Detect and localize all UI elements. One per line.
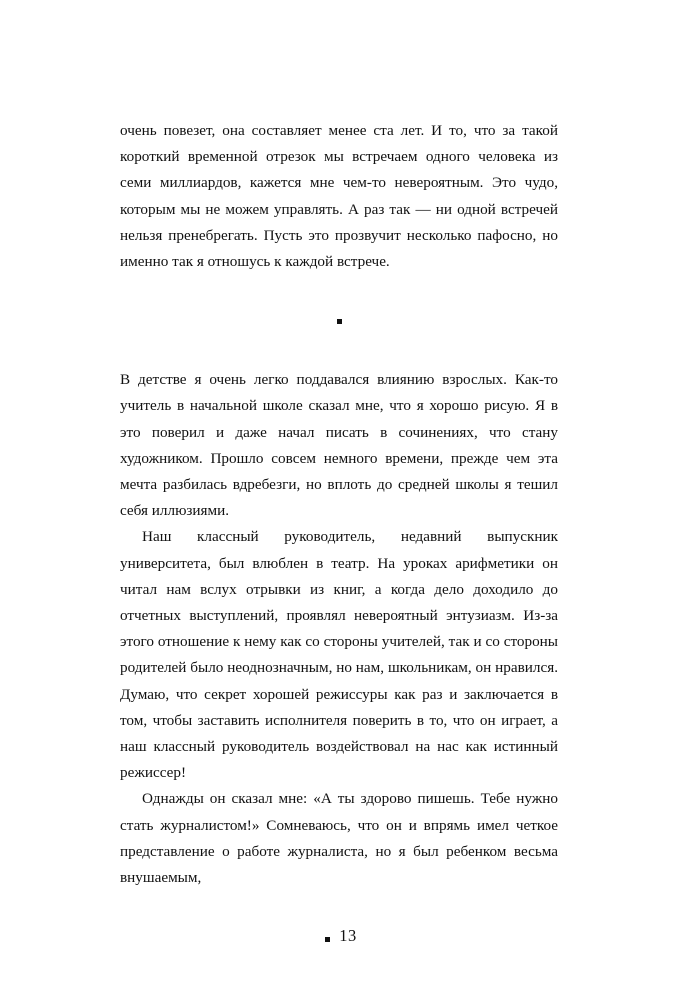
square-bullet-icon <box>337 319 342 324</box>
text-block-main <box>120 367 558 891</box>
text-block-top <box>120 118 558 275</box>
paragraph: очень повезет, она составляет менее ста лет. И то, что за такой короткий временной отрезок мы встречаем одного человека из семи миллиардов, кажется мне чем-то невероятным. Это чудо, которым мы не можем управлять. А раз так — ни одной встречей нельзя пренебрегать. Пусть это прозвучит несколько пафосно, но именно так я отношусь к каждой встрече. <box>120 122 558 271</box>
page-number: 13 <box>339 925 357 945</box>
square-bullet-icon <box>325 937 330 942</box>
paragraph: Наш классный руководитель, недавний выпускник университета, был влюблен в театр. На уроках арифметики он читал нам вслух отрывки из книг, а когда дело доходило до отчетных выступлений, проявлял невероятный энтузиазм. Из-за этого отношение к нему как со стороны учителей, так и со стороны родителей было неоднозначным, но нам, школьникам, он нравился. Думаю, что секрет хорошей режиссуры как раз и заключается в том, чтобы заставить исполнителя поверить в то, что он играет, а наш классный руководитель воздействовал на нас как истинный режиссер! <box>120 528 558 782</box>
section-break <box>120 275 558 367</box>
page-footer <box>0 925 682 945</box>
paragraph: Однажды он сказал мне: «А ты здорово пишешь. Тебе нужно стать журналистом!» Сомневаюсь, что он и впрямь имел четкое представление о работе журналиста, но я был ребенком весьма внушаемым, <box>120 790 558 887</box>
paragraph: В детстве я очень легко поддавался влиянию взрослых. Как-то учитель в начальной школе сказал мне, что я хорошо рисую. Я в это поверил и даже начал писать в сочинениях, что стану художником. Прошло совсем немного времени, прежде чем эта мечта разбилась вдребезги, но вплоть до средней школы я тешил себя иллюзиями. <box>120 371 558 520</box>
